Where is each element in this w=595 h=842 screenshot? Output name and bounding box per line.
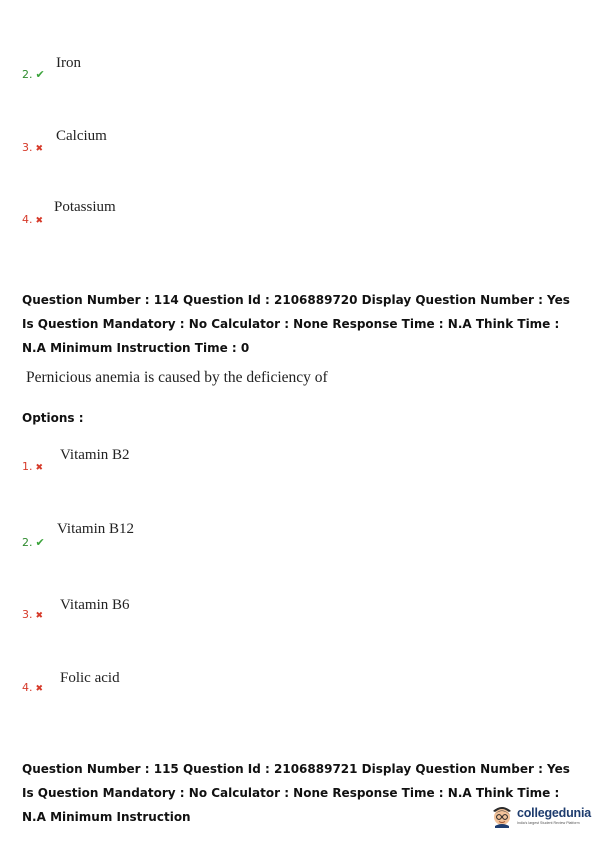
question-114-text: Pernicious anemia is caused by the deficiency of <box>26 369 328 386</box>
options-label: Options : <box>22 411 84 425</box>
option-number: 3. ✖ <box>22 608 44 621</box>
option-text: Iron <box>56 55 81 71</box>
collegedunia-logo <box>488 800 595 830</box>
cross-icon: ✖ <box>35 216 44 226</box>
q114-option-2 <box>0 518 595 558</box>
option-text: Folic acid <box>60 670 120 686</box>
prev-option-3 <box>0 123 595 163</box>
option-text: Vitamin B6 <box>60 597 130 613</box>
logo-tagline: India's largest Student Review Platform <box>517 820 580 825</box>
option-number: 1. ✖ <box>22 460 44 473</box>
question-115-meta: Question Number : 115 Question Id : 2106889721 Display Question Number : Yes Is Question Mandatory : No Calculator : None Response Time : N.A Think Time : N.A Minimum Instruction <box>22 762 570 824</box>
q114-option-4 <box>0 667 595 707</box>
option-text: Potassium <box>54 199 116 215</box>
cross-icon: ✖ <box>35 611 44 621</box>
q114-option-3 <box>0 594 595 634</box>
question-114-meta: Question Number : 114 Question Id : 2106889720 Display Question Number : Yes Is Question Mandatory : No Calculator : None Response Time : N.A Think Time : N.A Minimum Instruction Time : 0 <box>22 293 570 355</box>
check-icon: ✔ <box>35 536 45 549</box>
option-number: 2. ✔ <box>22 68 45 81</box>
option-text: Calcium <box>56 128 107 144</box>
prev-option-2 <box>0 50 595 90</box>
option-text: Vitamin B2 <box>60 447 130 463</box>
cross-icon: ✖ <box>35 684 44 694</box>
option-number: 2. ✔ <box>22 536 45 549</box>
option-text: Vitamin B12 <box>57 521 135 537</box>
cross-icon: ✖ <box>35 144 44 154</box>
q114-option-1 <box>0 444 595 484</box>
mascot-icon <box>490 802 514 828</box>
cross-icon: ✖ <box>35 463 44 473</box>
logo-text <box>517 806 591 825</box>
option-number: 3. ✖ <box>22 141 44 154</box>
prev-option-4 <box>0 195 595 235</box>
option-number: 4. ✖ <box>22 681 44 694</box>
option-number: 4. ✖ <box>22 213 44 226</box>
check-icon: ✔ <box>35 68 45 81</box>
logo-name: collegedunia <box>517 805 592 820</box>
